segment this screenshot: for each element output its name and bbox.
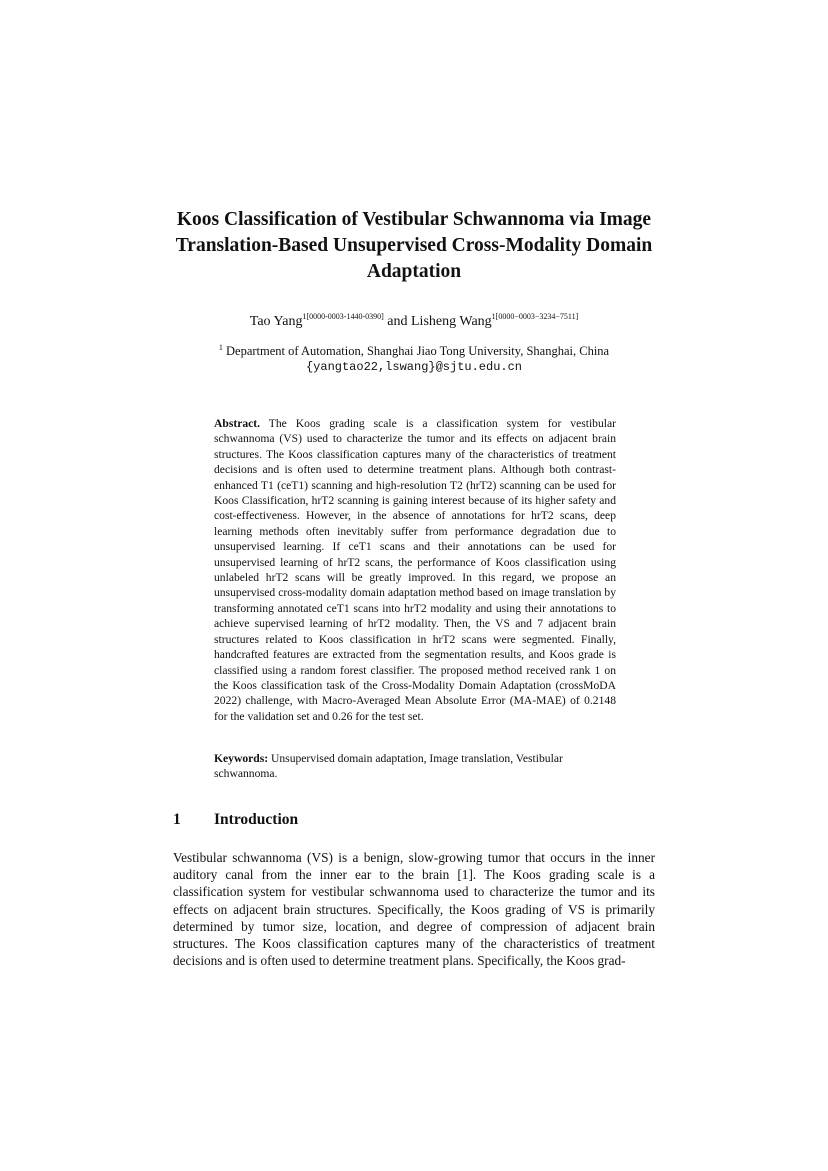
affiliation bbox=[150, 343, 678, 375]
author-name: Lisheng Wang bbox=[411, 314, 492, 329]
body-paragraph: Vestibular schwannoma (VS) is a benign, slow-growing tumor that occurs in the inner auditory canal from the inner ear to the brain [1]. The Koos grading scale is a classification system for vestibular schwannoma used to characterize the tumor and its effects on adjacent brain structures. Specifically, the Koos grading of VS is primarily determined by tumor size, location, and degree of compression of adjacent brain structures. The Koos classification captures many of the characteristics of treatment decisions and is often used to determine treatment plans. Specifically, the Koos grad- bbox=[173, 850, 655, 969]
author-email: {yangtao22,lswang}@sjtu.edu.cn bbox=[305, 360, 523, 374]
section-heading bbox=[173, 810, 298, 830]
abstract bbox=[214, 416, 616, 724]
keywords-label: Keywords: bbox=[214, 752, 269, 765]
author-list bbox=[150, 313, 678, 331]
title-line: Adaptation bbox=[366, 261, 462, 282]
section-number: 1 bbox=[173, 811, 181, 828]
paper-title bbox=[150, 207, 678, 285]
section-title: Introduction bbox=[214, 811, 299, 828]
title-line: Koos Classification of Vestibular Schwannoma via Image bbox=[176, 209, 652, 230]
keywords-text: Unsupervised domain adaptation, Image translation, Vestibular schwannoma. bbox=[214, 752, 563, 781]
keywords bbox=[214, 751, 616, 782]
author-connector: and bbox=[383, 314, 411, 329]
affiliation-marker: 1 bbox=[218, 343, 223, 352]
author-name: Tao Yang bbox=[249, 314, 303, 329]
author-orcid: 1[0000−0003−3234−7511] bbox=[491, 312, 579, 321]
author-orcid: 1[0000-0003-1440-0390] bbox=[302, 312, 384, 321]
abstract-text: The Koos grading scale is a classification system for vestibular schwannoma (VS) used to characterize the tumor and its effects on adjacent brain structures. The Koos classification captures many of the characteristics of treatment decisions and is often used to determine treatment plans. Although both contrast-enhanced T1 (ceT1) scanning and high-resolution T2 (hrT2) scanning can be used for Koos Classification, hrT2 scanning is gaining interest because of its higher safety and cost-effectiveness. However, in the absence of annotations for hrT2 scans, deep learning methods often inevitably suffer from performance degradation due to unsupervised learning. If ceT1 scans and their annotations can be used for unsupervised learning of hrT2 scans, the performance of Koos classification using unlabeled hrT2 scans will be greatly improved. In this regard, we propose an unsupervised cross-modality domain adaptation method based on image translation by transforming annotated ceT1 scans into hrT2 modality and using their annotations to achieve supervised learning of hrT2 modality. Then, the VS and 7 adjacent brain structures related to Koos classification in hrT2 scans were segmented. Finally, handcrafted features are extracted from the segmentation results, and Koos grade is classified using a random forest classifier. The proposed method received rank 1 on the Koos classification task of the Cross-Modality Domain Adaptation (crossMoDA 2022) challenge, with Macro-Averaged Mean Absolute Error (MA-MAE) of 0.2148 for the validation set and 0.26 for the test set. bbox=[214, 417, 616, 723]
affiliation-text: Department of Automation, Shanghai Jiao Tong University, Shanghai, China bbox=[222, 344, 610, 358]
abstract-label: Abstract. bbox=[214, 417, 261, 430]
title-line: Translation-Based Unsupervised Cross-Modality Domain bbox=[175, 235, 653, 256]
